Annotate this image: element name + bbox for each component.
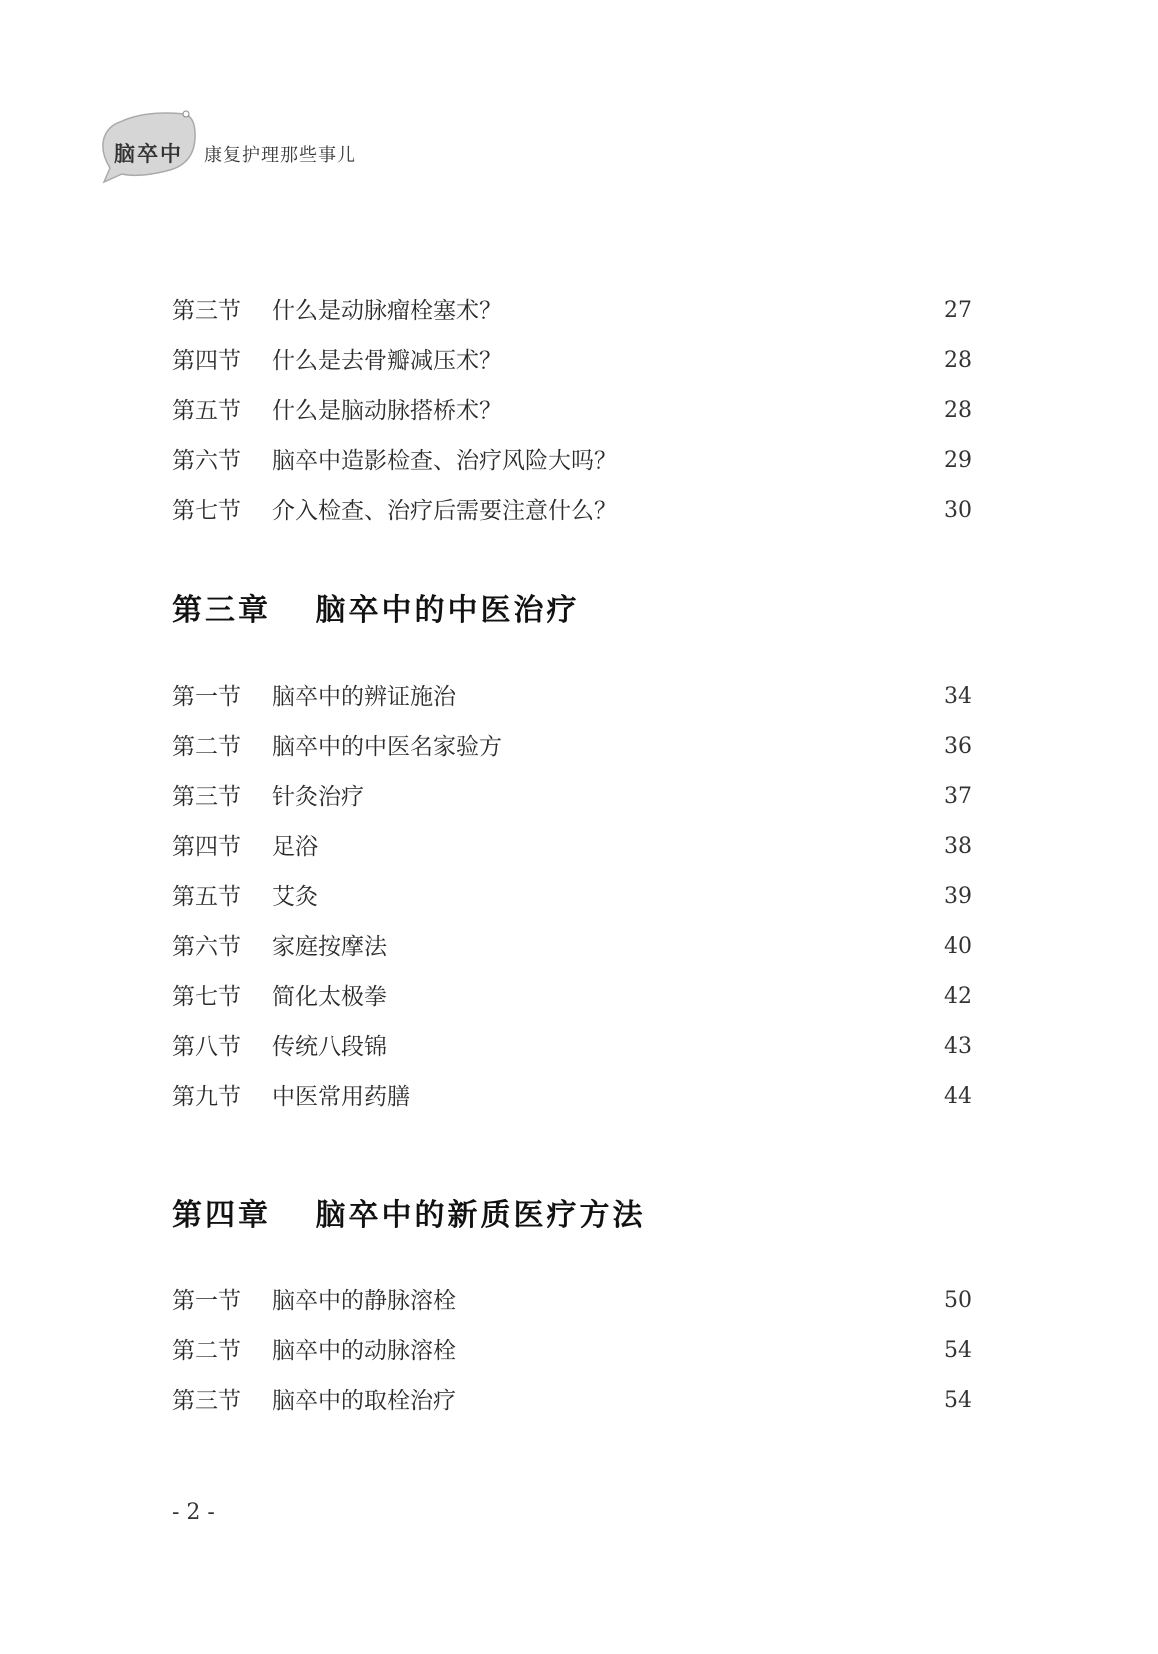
toc-section-number: 第七节 [172, 498, 241, 524]
toc-section-title: 家庭按摩法 [272, 934, 387, 960]
toc-section-title: 什么是脑动脉搭桥术？ [272, 398, 502, 424]
toc-page-number: 40 [944, 934, 972, 959]
toc-section-title: 介入检查、治疗后需要注意什么？ [272, 498, 617, 524]
toc-section-number: 第三节 [172, 298, 241, 324]
toc-section-title: 简化太极拳 [272, 984, 387, 1010]
toc-row[interactable] [172, 1072, 972, 1122]
toc-section-title: 脑卒中的中医名家验方 [272, 734, 502, 760]
toc-section-number: 第二节 [172, 1338, 241, 1364]
toc-section-title: 脑卒中的动脉溶栓 [272, 1338, 456, 1364]
toc-row[interactable] [172, 1276, 972, 1326]
chapter-title: 脑卒中的新质医疗方法 [315, 1198, 646, 1233]
chapter-title: 脑卒中的中医治疗 [315, 593, 580, 628]
toc-section-title: 艾灸 [272, 884, 318, 910]
toc-section-number: 第六节 [172, 448, 241, 474]
chapter-number: 第三章 [172, 593, 271, 628]
toc-section-title: 脑卒中的辨证施治 [272, 684, 456, 710]
toc-page-number: 54 [944, 1388, 972, 1413]
toc-section-title: 脑卒中的静脉溶栓 [272, 1288, 456, 1314]
toc-row[interactable] [172, 722, 972, 772]
book-header [100, 108, 460, 188]
toc-group-chapter-3 [172, 672, 972, 1122]
toc-group-chapter-4 [172, 1276, 972, 1426]
toc-row[interactable] [172, 486, 972, 536]
toc-page-number: 54 [944, 1338, 972, 1363]
toc-section-number: 第四节 [172, 348, 241, 374]
toc-page-number: 38 [944, 834, 972, 859]
toc-row[interactable] [172, 386, 972, 436]
toc-row[interactable] [172, 1022, 972, 1072]
toc-group-continued [172, 286, 972, 536]
book-subtitle: 康复护理那些事儿 [204, 145, 356, 166]
toc-page-number: 39 [944, 884, 972, 909]
toc-section-number: 第七节 [172, 984, 241, 1010]
toc-section-number: 第二节 [172, 734, 241, 760]
toc-page-number: 27 [944, 298, 972, 323]
toc-row[interactable] [172, 922, 972, 972]
toc-page-number: 44 [944, 1084, 972, 1109]
chapter-number: 第四章 [172, 1198, 271, 1233]
chapter-heading[interactable] [172, 1190, 645, 1234]
chapter-heading[interactable] [172, 585, 579, 629]
toc-section-title: 传统八段锦 [272, 1034, 387, 1060]
toc-row[interactable] [172, 822, 972, 872]
toc-page-number: 37 [944, 784, 972, 809]
toc-row[interactable] [172, 672, 972, 722]
toc-page-number: 28 [944, 348, 972, 373]
book-brand: 脑卒中 [114, 142, 183, 166]
toc-section-number: 第四节 [172, 834, 241, 860]
toc-section-number: 第九节 [172, 1084, 241, 1110]
toc-section-title: 足浴 [272, 834, 318, 860]
toc-section-number: 第八节 [172, 1034, 241, 1060]
toc-section-number: 第六节 [172, 934, 241, 960]
toc-section-number: 第一节 [172, 684, 241, 710]
toc-page-number: 36 [944, 734, 972, 759]
toc-section-number: 第五节 [172, 398, 241, 424]
toc-section-title: 针灸治疗 [272, 784, 364, 810]
page-number: - 2 - [172, 1500, 215, 1525]
toc-section-title: 什么是去骨瓣减压术？ [272, 348, 502, 374]
toc-section-number: 第三节 [172, 784, 241, 810]
toc-row[interactable] [172, 1376, 972, 1426]
toc-section-number: 第三节 [172, 1388, 241, 1414]
toc-page-number: 34 [944, 684, 972, 709]
toc-section-title: 脑卒中造影检查、治疗风险大吗？ [272, 448, 617, 474]
toc-row[interactable] [172, 872, 972, 922]
toc-section-number: 第一节 [172, 1288, 241, 1314]
toc-page-number: 28 [944, 398, 972, 423]
toc-page-number: 42 [944, 984, 972, 1009]
toc-page-number: 43 [944, 1034, 972, 1059]
toc-page-number: 29 [944, 448, 972, 473]
toc-page-number: 30 [944, 498, 972, 523]
toc-section-title: 脑卒中的取栓治疗 [272, 1388, 456, 1414]
toc-section-title: 中医常用药膳 [272, 1084, 410, 1110]
toc-row[interactable] [172, 336, 972, 386]
toc-row[interactable] [172, 436, 972, 486]
toc-section-number: 第五节 [172, 884, 241, 910]
toc-section-title: 什么是动脉瘤栓塞术？ [272, 298, 502, 324]
toc-row[interactable] [172, 286, 972, 336]
toc-row[interactable] [172, 1326, 972, 1376]
toc-row[interactable] [172, 772, 972, 822]
toc-page-number: 50 [944, 1288, 972, 1313]
toc-row[interactable] [172, 972, 972, 1022]
